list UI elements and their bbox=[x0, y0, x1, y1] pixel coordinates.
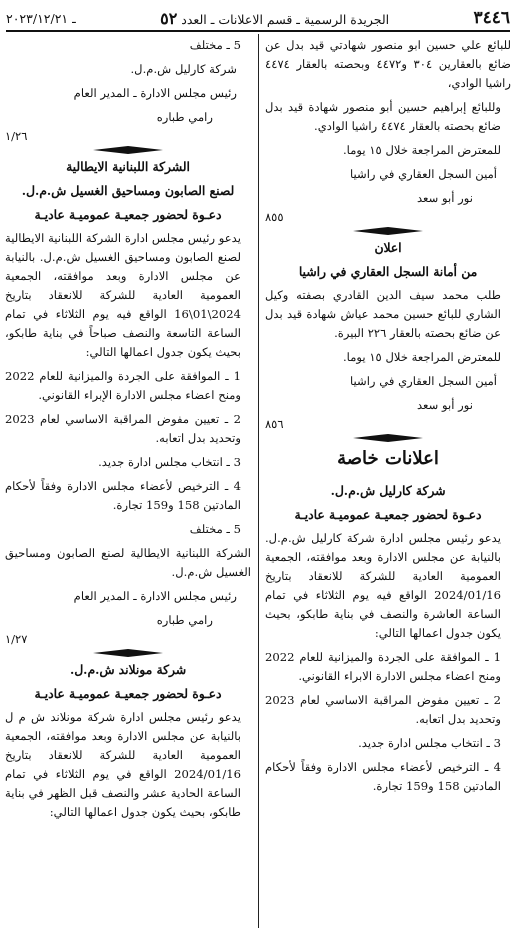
issue-date: ـ ٢٠٢٣/١٢/٢١ bbox=[6, 10, 76, 26]
ad5-company: شركة مونلاند ش.م.ل. bbox=[69, 662, 187, 677]
ad2-signer-name: نور أبو سعد bbox=[416, 398, 473, 412]
ad3-invite: دعـوة لحضور جمعيـة عموميـة عاديـة bbox=[294, 507, 482, 522]
issue-number: ٥٢ bbox=[160, 8, 178, 28]
left-column bbox=[5, 36, 251, 822]
divider bbox=[265, 431, 511, 445]
ad2-ref-row bbox=[265, 415, 511, 431]
ad4-item-1: 1 ـ الموافقة على الجردة والميزانية للعام 2022 ومنح اعضاء مجلس الادارة الإبراء القانوني. bbox=[5, 369, 241, 402]
ad4-item-4: 4 ـ الترخيص لأعضاء مجلس الادارة وفقاً لأحكام المادتين 158 و159 تجارة. bbox=[5, 479, 241, 512]
ad5-invite: دعـوة لحضور جمعيـة عموميـة عاديـة bbox=[34, 686, 222, 701]
ad1-ref: ٨٥٥ bbox=[265, 210, 284, 224]
page-number: ٣٤٤٦ bbox=[473, 8, 510, 28]
ad4-invite: دعـوة لحضور جمعيـة عموميـة عاديـة bbox=[34, 207, 222, 222]
ad2-kicker: اعلان bbox=[374, 240, 402, 255]
divider bbox=[265, 224, 511, 238]
ad3-company: شركة كارليل ش.م.ل. bbox=[330, 483, 446, 498]
ad3-item-3: 3 ـ انتخاب مجلس ادارة جديد. bbox=[358, 736, 501, 750]
ad2-objection: للمعترض المراجعة خلال ١٥ يوما. bbox=[342, 350, 501, 364]
carlyle-signer-name: رامي طباره bbox=[156, 110, 213, 124]
ad4-company-sig: الشركة اللبنانية الايطالية لصنع الصابون ومساحيق الغسيل ش.م.ل. bbox=[5, 546, 251, 579]
ad2-body: طلب محمد سيف الدين القادري بصفته وكيل الشاري للبائع حسين محمد عياش شهادة قيد بدل عن ضائع بحصته بالعقار ٢٢٦ البيرة. bbox=[265, 288, 501, 340]
ad1-para2: وللبائع إبراهيم حسين أبو منصور شهادة قيد بدل ضائع بحصته بالعقار ٤٤٧٤ راشيا الوادي. bbox=[265, 100, 501, 133]
gazette-title bbox=[76, 9, 474, 28]
ad4-signer: رئيس مجلس الادارة ـ المدير العام bbox=[73, 589, 237, 603]
ad4-item-5: 5 ـ مختلف bbox=[189, 522, 241, 536]
ad3-body: يدعو رئيس مجلس ادارة شركة كارليل ش.م.ل. بالنيابة عن مجلس الادارة وبعد موافقته، الجمعية العمومية العادية للشركة للانعقاد بتاريخ 2024/01/16 الواقع فيه يوم الثلاثاء في تمام الساعة العاشرة والنصف في بناية طابكو، بحيث يكون جدول اعمالها التالي: bbox=[265, 531, 501, 640]
divider bbox=[5, 143, 251, 157]
page-header bbox=[6, 6, 510, 32]
ad4-company-2: لصنع الصابون ومساحيق الغسيل ش.م.ل. bbox=[21, 183, 235, 198]
ad4-signer-name: رامي طباره bbox=[156, 613, 213, 627]
column-rule bbox=[258, 34, 259, 928]
ad3-item-4: 4 ـ الترخيص لأعضاء مجلس الادارة وفقاً لأحكام المادتين 158 و159 تجارة. bbox=[265, 760, 501, 793]
ad5-body: يدعو رئيس مجلس ادارة شركة مونلاند ش م ل بالنيابة عن مجلس الادارة وبعد موافقته، الجمعية العمومية العادية للشركة للانعقاد بتاريخ 2024/01/16 الواقع في يوم الثلاثاء في تمام الساعة الحادية عشر والنصف قبل الظهر في بناية طابكو، بحيث يكون جدول اعمالها التالي: bbox=[5, 710, 241, 819]
divider bbox=[5, 646, 251, 660]
ad2-ref: ٨٥٦ bbox=[265, 417, 284, 431]
ad4-item-3: 3 ـ انتخاب مجلس ادارة جديد. bbox=[98, 455, 241, 469]
ad1-ref-row bbox=[265, 208, 511, 224]
ad3-item-1: 1 ـ الموافقة على الجردة والميزانية للعام 2022 ومنح اعضاء مجلس الادارة الابراء القانوني. bbox=[265, 650, 501, 683]
ad1-objection: للمعترض المراجعة خلال ١٥ يوما. bbox=[342, 143, 501, 157]
ad3-item-2: 2 ـ تعيين مفوض المراقبة الاساسي لعام 2023 وتحديد بدل اتعابه. bbox=[265, 693, 501, 726]
carlyle-signer: رئيس مجلس الادارة ـ المدير العام bbox=[73, 86, 237, 100]
ad4-ref-row bbox=[5, 630, 251, 646]
carlyle-item-5: 5 ـ مختلف bbox=[189, 38, 241, 52]
carlyle-ref: ١/٢٦ bbox=[5, 129, 28, 143]
right-column bbox=[265, 36, 511, 796]
ad4-body: يدعو رئيس مجلس ادارة الشركة اللبنانية الايطالية لصنع الصابون ومساحيق الغسيل ش.م.ل. بالنيابة عن مجلس الادارة وبعد موافقته، الجمعية العمومية العادية للشركة للانعقاد بتاريخ 2024\01\16 الواقع فيه يوم الثلاثاء في تمام الساعة التاسعة والنصف صباحاً في بناية طابكو، بحيث يكون جدول اعمالها التالي: bbox=[5, 231, 241, 359]
ad2-signer-title: أمين السجل العقاري في راشيا bbox=[349, 374, 497, 388]
ad2-title: من أمانة السجل العقاري في راشيا bbox=[298, 264, 478, 279]
carlyle-ref-row bbox=[5, 127, 251, 143]
ad4-item-2: 2 ـ تعيين مفوض المراقبة الاساسي لعام 2023 وتحديد بدل اتعابه. bbox=[5, 412, 241, 445]
gazette-section: الجريدة الرسمية ـ قسم الاعلانات ـ العدد bbox=[181, 11, 390, 27]
section-title: اعلانات خاصة bbox=[337, 448, 439, 469]
ad1-signer-title: أمين السجل العقاري في راشيا bbox=[349, 167, 497, 181]
ad4-company: الشركة اللبنانية الايطالية bbox=[66, 159, 190, 174]
carlyle-company-sig: شركة كارليل ش.م.ل. bbox=[130, 62, 237, 76]
ad1-signer-name: نور أبو سعد bbox=[416, 191, 473, 205]
ad4-ref: ١/٢٧ bbox=[5, 632, 28, 646]
ad1-para1: للبائع علي حسين ابو منصور شهادتي قيد بدل عن ضائع بالعقارين ٣٠٤ و٤٤٧٢ وبحصته بالعقار ٤٤٧٤ راشيا الوادي، bbox=[265, 38, 512, 90]
